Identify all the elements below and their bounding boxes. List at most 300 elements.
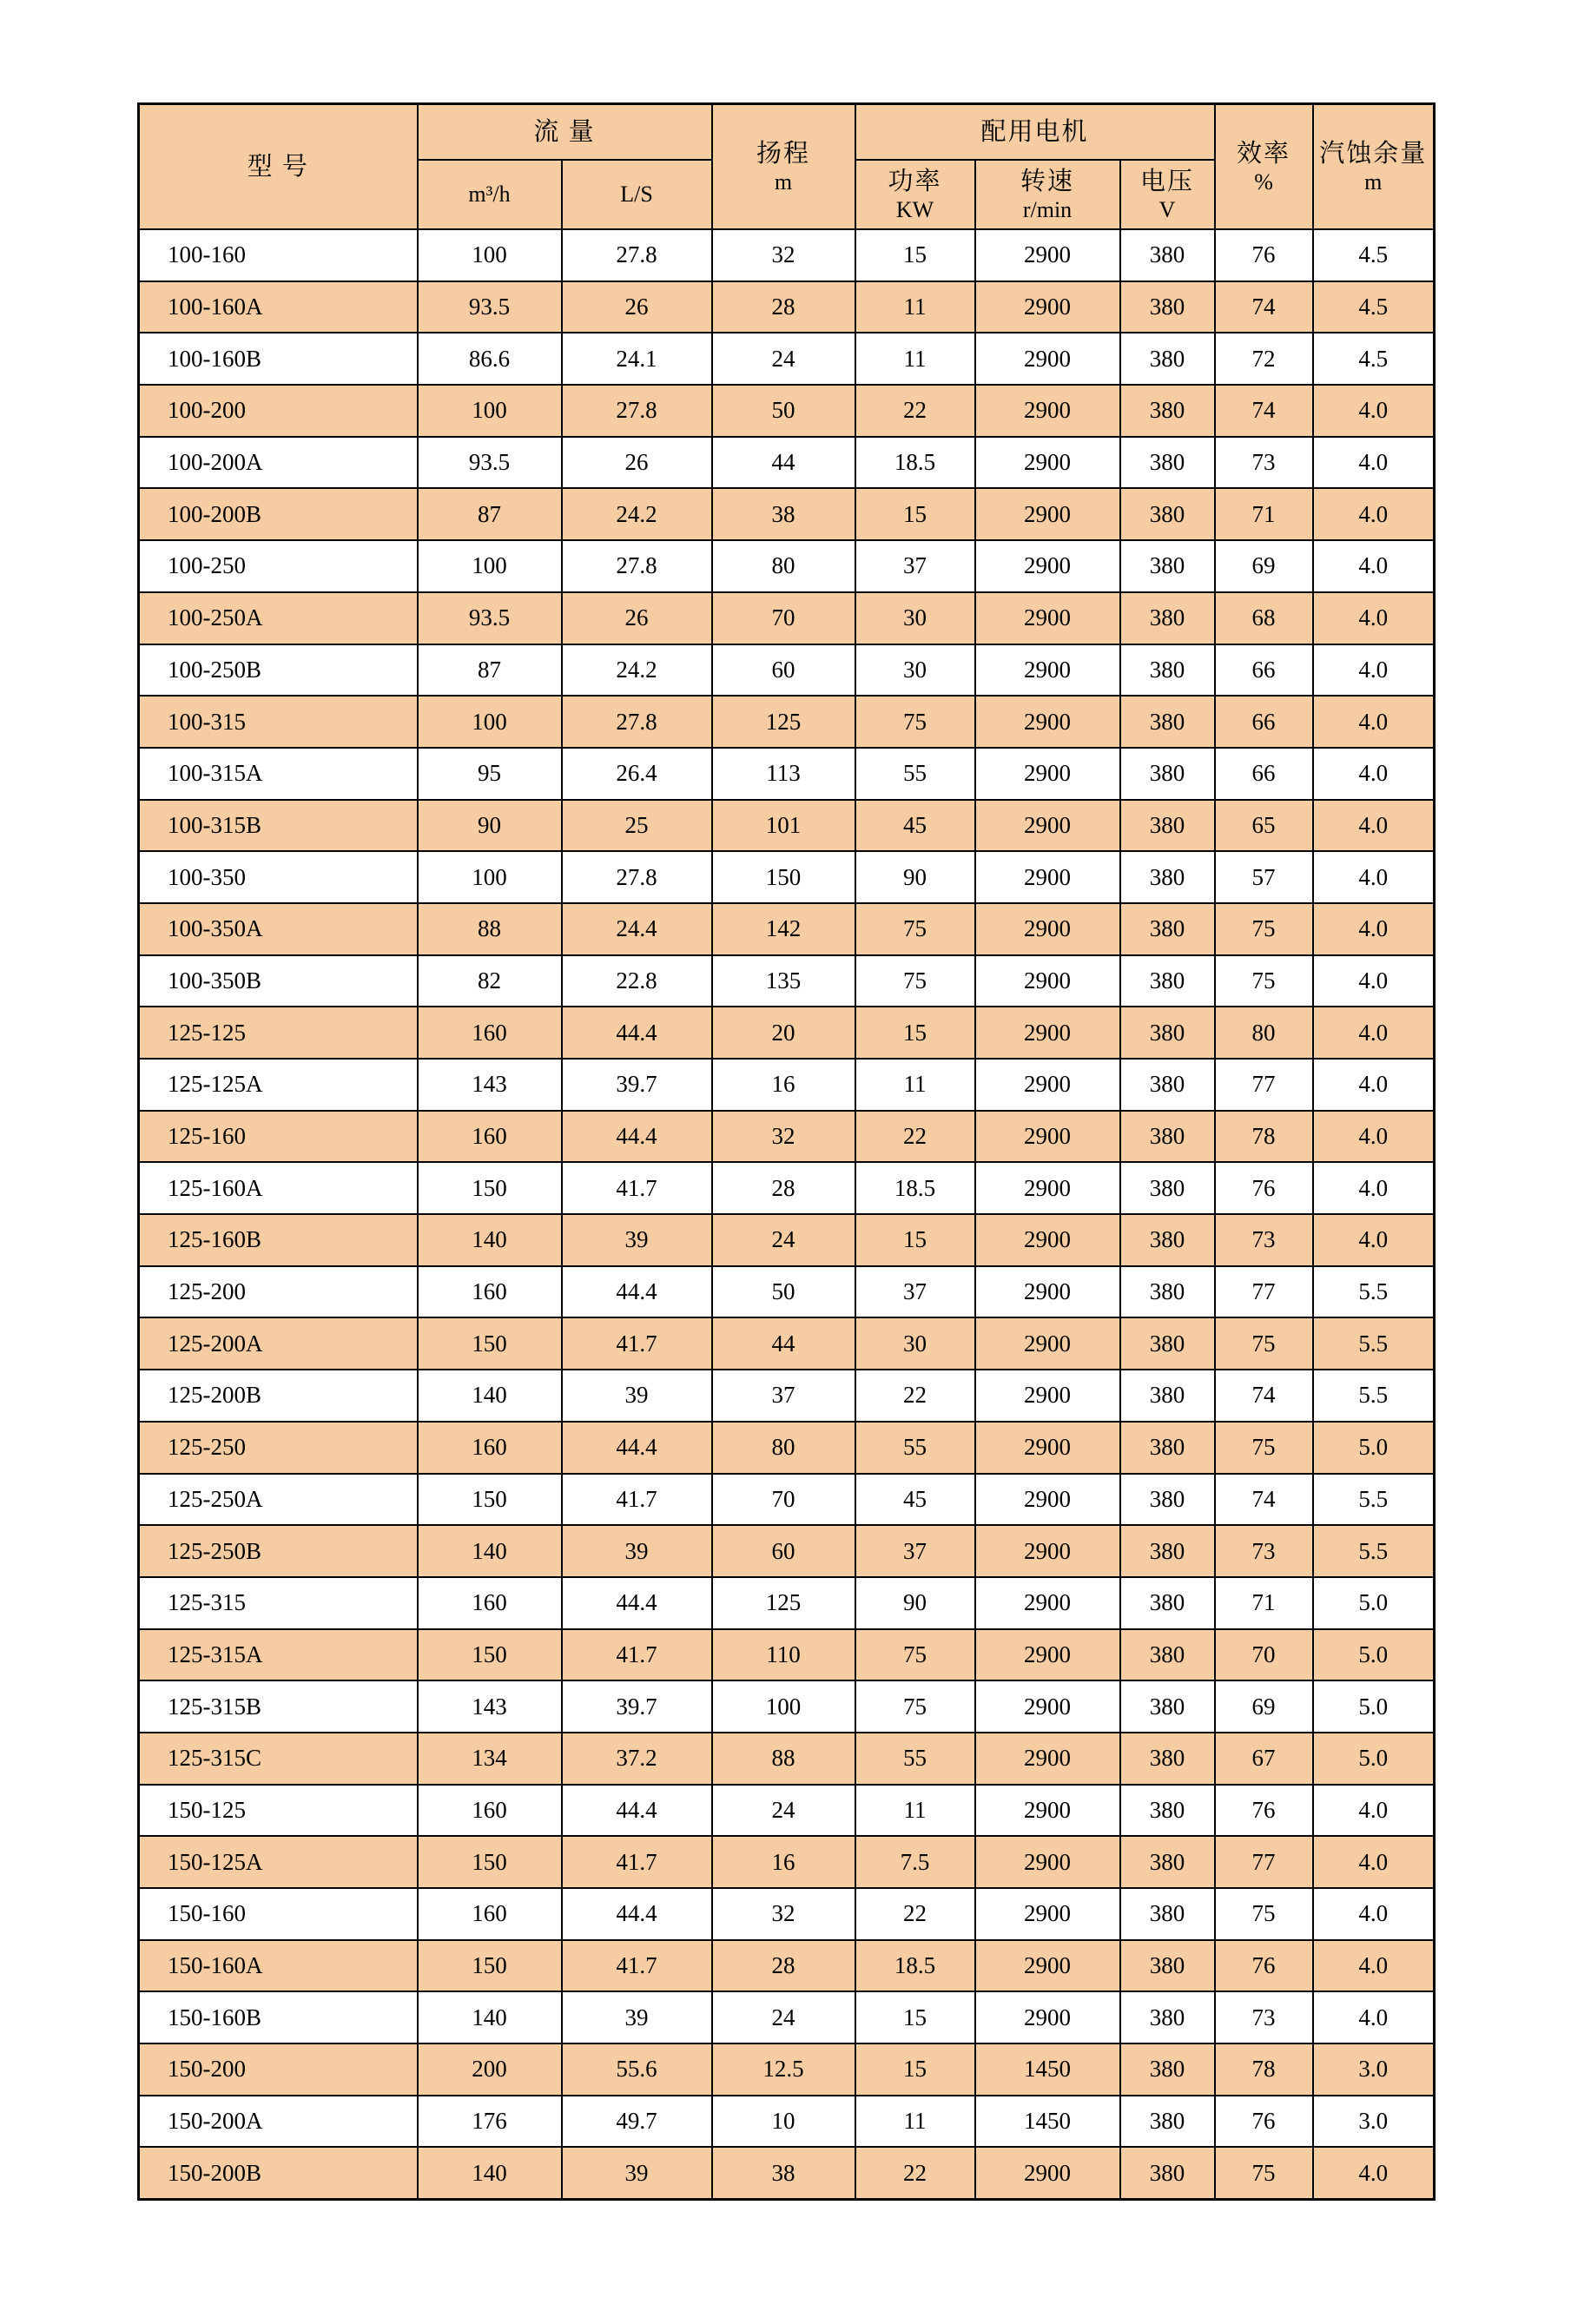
value-cell: 78 bbox=[1215, 1111, 1313, 1163]
value-cell: 75 bbox=[855, 1629, 975, 1681]
value-cell: 160 bbox=[418, 1422, 562, 1474]
table-row bbox=[139, 2147, 1435, 2199]
value-cell: 50 bbox=[712, 385, 855, 437]
table-row bbox=[139, 1370, 1435, 1422]
value-cell: 100 bbox=[418, 696, 562, 748]
model-cell: 125-200A bbox=[139, 1317, 418, 1370]
value-cell: 11 bbox=[855, 2096, 975, 2148]
value-cell: 41.7 bbox=[562, 1940, 712, 1992]
value-cell: 380 bbox=[1120, 229, 1215, 281]
value-cell: 39.7 bbox=[562, 1059, 712, 1111]
value-cell: 39.7 bbox=[562, 1680, 712, 1733]
table-body bbox=[139, 229, 1435, 2199]
value-cell: 2900 bbox=[975, 592, 1120, 644]
value-cell: 5.5 bbox=[1313, 1370, 1435, 1422]
header-power-label: 功率 bbox=[888, 167, 942, 195]
table-row bbox=[139, 1733, 1435, 1785]
table-row bbox=[139, 1991, 1435, 2043]
value-cell: 2900 bbox=[975, 1629, 1120, 1681]
value-cell: 68 bbox=[1215, 592, 1313, 644]
value-cell: 30 bbox=[855, 1317, 975, 1370]
value-cell: 380 bbox=[1120, 437, 1215, 489]
value-cell: 100 bbox=[712, 1680, 855, 1733]
model-cell: 100-160A bbox=[139, 281, 418, 333]
value-cell: 380 bbox=[1120, 955, 1215, 1007]
value-cell: 2900 bbox=[975, 1785, 1120, 1837]
value-cell: 2900 bbox=[975, 955, 1120, 1007]
value-cell: 4.0 bbox=[1313, 385, 1435, 437]
value-cell: 135 bbox=[712, 955, 855, 1007]
value-cell: 4.0 bbox=[1313, 1785, 1435, 1837]
table-row bbox=[139, 1940, 1435, 1992]
value-cell: 2900 bbox=[975, 1422, 1120, 1474]
value-cell: 4.0 bbox=[1313, 2147, 1435, 2199]
value-cell: 380 bbox=[1120, 696, 1215, 748]
value-cell: 71 bbox=[1215, 488, 1313, 540]
value-cell: 2900 bbox=[975, 488, 1120, 540]
model-cell: 150-200 bbox=[139, 2043, 418, 2096]
value-cell: 380 bbox=[1120, 281, 1215, 333]
value-cell: 11 bbox=[855, 1785, 975, 1837]
table-row bbox=[139, 800, 1435, 852]
value-cell: 74 bbox=[1215, 1370, 1313, 1422]
table-row bbox=[139, 644, 1435, 697]
value-cell: 28 bbox=[712, 1162, 855, 1214]
value-cell: 380 bbox=[1120, 1888, 1215, 1940]
value-cell: 5.0 bbox=[1313, 1422, 1435, 1474]
value-cell: 32 bbox=[712, 1888, 855, 1940]
value-cell: 88 bbox=[712, 1733, 855, 1785]
model-cell: 125-125A bbox=[139, 1059, 418, 1111]
header-npsh-unit: m bbox=[1364, 169, 1383, 195]
value-cell: 22 bbox=[855, 2147, 975, 2199]
value-cell: 18.5 bbox=[855, 1162, 975, 1214]
value-cell: 2900 bbox=[975, 1474, 1120, 1526]
value-cell: 77 bbox=[1215, 1059, 1313, 1111]
value-cell: 39 bbox=[562, 1370, 712, 1422]
value-cell: 44.4 bbox=[562, 1888, 712, 1940]
model-cell: 100-250 bbox=[139, 540, 418, 592]
model-cell: 150-125 bbox=[139, 1785, 418, 1837]
value-cell: 66 bbox=[1215, 644, 1313, 697]
header-speed bbox=[975, 160, 1120, 229]
value-cell: 77 bbox=[1215, 1836, 1313, 1888]
header-model-label: 型 号 bbox=[247, 152, 309, 181]
value-cell: 143 bbox=[418, 1680, 562, 1733]
value-cell: 140 bbox=[418, 2147, 562, 2199]
value-cell: 380 bbox=[1120, 2043, 1215, 2096]
value-cell: 4.0 bbox=[1313, 1991, 1435, 2043]
value-cell: 49.7 bbox=[562, 2096, 712, 2148]
header-row-1 bbox=[139, 104, 1435, 161]
value-cell: 380 bbox=[1120, 1836, 1215, 1888]
model-cell: 125-250B bbox=[139, 1525, 418, 1577]
model-cell: 125-315B bbox=[139, 1680, 418, 1733]
value-cell: 72 bbox=[1215, 333, 1313, 385]
value-cell: 75 bbox=[1215, 955, 1313, 1007]
value-cell: 60 bbox=[712, 1525, 855, 1577]
value-cell: 2900 bbox=[975, 281, 1120, 333]
value-cell: 4.0 bbox=[1313, 488, 1435, 540]
header-voltage-unit: V bbox=[1158, 197, 1176, 223]
table-row bbox=[139, 851, 1435, 903]
header-model bbox=[139, 104, 418, 230]
value-cell: 4.0 bbox=[1313, 592, 1435, 644]
value-cell: 2900 bbox=[975, 1111, 1120, 1163]
header-flow-ls bbox=[562, 160, 712, 229]
value-cell: 4.0 bbox=[1313, 903, 1435, 955]
value-cell: 87 bbox=[418, 644, 562, 697]
value-cell: 71 bbox=[1215, 1577, 1313, 1629]
value-cell: 125 bbox=[712, 1577, 855, 1629]
value-cell: 75 bbox=[1215, 1888, 1313, 1940]
value-cell: 73 bbox=[1215, 1214, 1313, 1266]
table-row bbox=[139, 696, 1435, 748]
value-cell: 2900 bbox=[975, 1577, 1120, 1629]
value-cell: 380 bbox=[1120, 1007, 1215, 1059]
value-cell: 4.0 bbox=[1313, 1940, 1435, 1992]
value-cell: 75 bbox=[1215, 903, 1313, 955]
value-cell: 110 bbox=[712, 1629, 855, 1681]
value-cell: 20 bbox=[712, 1007, 855, 1059]
value-cell: 38 bbox=[712, 2147, 855, 2199]
value-cell: 44.4 bbox=[562, 1785, 712, 1837]
value-cell: 75 bbox=[855, 903, 975, 955]
value-cell: 150 bbox=[418, 1474, 562, 1526]
value-cell: 3.0 bbox=[1313, 2043, 1435, 2096]
value-cell: 4.0 bbox=[1313, 1007, 1435, 1059]
value-cell: 55 bbox=[855, 748, 975, 800]
value-cell: 380 bbox=[1120, 1991, 1215, 2043]
value-cell: 2900 bbox=[975, 1991, 1120, 2043]
pump-spec-table bbox=[137, 102, 1436, 2201]
value-cell: 39 bbox=[562, 1214, 712, 1266]
value-cell: 38 bbox=[712, 488, 855, 540]
value-cell: 2900 bbox=[975, 1680, 1120, 1733]
header-power bbox=[855, 160, 975, 229]
value-cell: 160 bbox=[418, 1888, 562, 1940]
value-cell: 150 bbox=[418, 1940, 562, 1992]
model-cell: 100-315B bbox=[139, 800, 418, 852]
value-cell: 2900 bbox=[975, 385, 1120, 437]
value-cell: 93.5 bbox=[418, 592, 562, 644]
table-row bbox=[139, 748, 1435, 800]
value-cell: 380 bbox=[1120, 1577, 1215, 1629]
table-row bbox=[139, 1836, 1435, 1888]
value-cell: 66 bbox=[1215, 696, 1313, 748]
value-cell: 41.7 bbox=[562, 1629, 712, 1681]
value-cell: 176 bbox=[418, 2096, 562, 2148]
model-cell: 100-160 bbox=[139, 229, 418, 281]
value-cell: 27.8 bbox=[562, 385, 712, 437]
table-row bbox=[139, 1214, 1435, 1266]
table-row bbox=[139, 1525, 1435, 1577]
value-cell: 37 bbox=[855, 540, 975, 592]
value-cell: 41.7 bbox=[562, 1836, 712, 1888]
value-cell: 73 bbox=[1215, 437, 1313, 489]
value-cell: 143 bbox=[418, 1059, 562, 1111]
value-cell: 86.6 bbox=[418, 333, 562, 385]
value-cell: 15 bbox=[855, 1214, 975, 1266]
model-cell: 100-315A bbox=[139, 748, 418, 800]
value-cell: 2900 bbox=[975, 851, 1120, 903]
value-cell: 76 bbox=[1215, 229, 1313, 281]
table-header bbox=[139, 104, 1435, 230]
header-efficiency-label: 效率 bbox=[1237, 139, 1291, 168]
table-row bbox=[139, 333, 1435, 385]
model-cell: 100-250B bbox=[139, 644, 418, 697]
value-cell: 80 bbox=[1215, 1007, 1313, 1059]
value-cell: 380 bbox=[1120, 2096, 1215, 2148]
value-cell: 55.6 bbox=[562, 2043, 712, 2096]
header-flow bbox=[418, 104, 712, 161]
value-cell: 15 bbox=[855, 1007, 975, 1059]
value-cell: 76 bbox=[1215, 1940, 1313, 1992]
value-cell: 90 bbox=[418, 800, 562, 852]
header-motor bbox=[855, 104, 1215, 161]
header-efficiency bbox=[1215, 104, 1313, 230]
value-cell: 380 bbox=[1120, 592, 1215, 644]
value-cell: 15 bbox=[855, 229, 975, 281]
header-motor-label: 配用电机 bbox=[980, 117, 1089, 146]
value-cell: 380 bbox=[1120, 1525, 1215, 1577]
value-cell: 73 bbox=[1215, 1525, 1313, 1577]
value-cell: 75 bbox=[855, 1680, 975, 1733]
value-cell: 2900 bbox=[975, 333, 1120, 385]
value-cell: 380 bbox=[1120, 1680, 1215, 1733]
value-cell: 55 bbox=[855, 1422, 975, 1474]
value-cell: 380 bbox=[1120, 1940, 1215, 1992]
value-cell: 18.5 bbox=[855, 1940, 975, 1992]
value-cell: 4.0 bbox=[1313, 696, 1435, 748]
value-cell: 26 bbox=[562, 281, 712, 333]
model-cell: 125-315C bbox=[139, 1733, 418, 1785]
value-cell: 4.5 bbox=[1313, 281, 1435, 333]
value-cell: 380 bbox=[1120, 1370, 1215, 1422]
header-power-unit: KW bbox=[895, 197, 934, 223]
value-cell: 160 bbox=[418, 1111, 562, 1163]
value-cell: 4.0 bbox=[1313, 1214, 1435, 1266]
value-cell: 380 bbox=[1120, 800, 1215, 852]
value-cell: 380 bbox=[1120, 1422, 1215, 1474]
value-cell: 380 bbox=[1120, 748, 1215, 800]
value-cell: 160 bbox=[418, 1266, 562, 1318]
model-cell: 125-200B bbox=[139, 1370, 418, 1422]
table-row bbox=[139, 437, 1435, 489]
value-cell: 140 bbox=[418, 1370, 562, 1422]
table-row bbox=[139, 281, 1435, 333]
value-cell: 4.0 bbox=[1313, 1836, 1435, 1888]
value-cell: 95 bbox=[418, 748, 562, 800]
value-cell: 7.5 bbox=[855, 1836, 975, 1888]
value-cell: 28 bbox=[712, 281, 855, 333]
value-cell: 65 bbox=[1215, 800, 1313, 852]
value-cell: 30 bbox=[855, 644, 975, 697]
table-row bbox=[139, 1007, 1435, 1059]
value-cell: 75 bbox=[1215, 2147, 1313, 2199]
value-cell: 380 bbox=[1120, 1733, 1215, 1785]
value-cell: 4.5 bbox=[1313, 229, 1435, 281]
header-flow-m3h bbox=[418, 160, 562, 229]
value-cell: 2900 bbox=[975, 1836, 1120, 1888]
value-cell: 3.0 bbox=[1313, 2096, 1435, 2148]
value-cell: 44 bbox=[712, 1317, 855, 1370]
value-cell: 69 bbox=[1215, 540, 1313, 592]
value-cell: 5.0 bbox=[1313, 1577, 1435, 1629]
value-cell: 27.8 bbox=[562, 696, 712, 748]
value-cell: 2900 bbox=[975, 1733, 1120, 1785]
value-cell: 101 bbox=[712, 800, 855, 852]
table-row bbox=[139, 1266, 1435, 1318]
value-cell: 11 bbox=[855, 281, 975, 333]
value-cell: 41.7 bbox=[562, 1474, 712, 1526]
value-cell: 27.8 bbox=[562, 540, 712, 592]
value-cell: 2900 bbox=[975, 540, 1120, 592]
value-cell: 70 bbox=[712, 1474, 855, 1526]
value-cell: 380 bbox=[1120, 1214, 1215, 1266]
value-cell: 32 bbox=[712, 229, 855, 281]
value-cell: 75 bbox=[1215, 1422, 1313, 1474]
value-cell: 100 bbox=[418, 540, 562, 592]
value-cell: 39 bbox=[562, 1525, 712, 1577]
value-cell: 24.2 bbox=[562, 488, 712, 540]
value-cell: 15 bbox=[855, 2043, 975, 2096]
value-cell: 140 bbox=[418, 1991, 562, 2043]
model-cell: 150-200A bbox=[139, 2096, 418, 2148]
value-cell: 24 bbox=[712, 1785, 855, 1837]
value-cell: 74 bbox=[1215, 281, 1313, 333]
value-cell: 160 bbox=[418, 1785, 562, 1837]
value-cell: 4.0 bbox=[1313, 1059, 1435, 1111]
value-cell: 26 bbox=[562, 437, 712, 489]
value-cell: 73 bbox=[1215, 1991, 1313, 2043]
header-voltage bbox=[1120, 160, 1215, 229]
value-cell: 5.5 bbox=[1313, 1525, 1435, 1577]
value-cell: 44.4 bbox=[562, 1577, 712, 1629]
value-cell: 69 bbox=[1215, 1680, 1313, 1733]
value-cell: 2900 bbox=[975, 1370, 1120, 1422]
table-row bbox=[139, 488, 1435, 540]
value-cell: 22 bbox=[855, 1370, 975, 1422]
value-cell: 24.4 bbox=[562, 903, 712, 955]
model-cell: 150-125A bbox=[139, 1836, 418, 1888]
value-cell: 39 bbox=[562, 1991, 712, 2043]
value-cell: 5.0 bbox=[1313, 1629, 1435, 1681]
value-cell: 380 bbox=[1120, 1474, 1215, 1526]
value-cell: 30 bbox=[855, 592, 975, 644]
value-cell: 60 bbox=[712, 644, 855, 697]
value-cell: 380 bbox=[1120, 385, 1215, 437]
value-cell: 100 bbox=[418, 229, 562, 281]
header-speed-unit: r/min bbox=[1022, 197, 1073, 223]
value-cell: 50 bbox=[712, 1266, 855, 1318]
value-cell: 15 bbox=[855, 488, 975, 540]
value-cell: 4.5 bbox=[1313, 333, 1435, 385]
value-cell: 5.0 bbox=[1313, 1733, 1435, 1785]
value-cell: 5.0 bbox=[1313, 1680, 1435, 1733]
value-cell: 77 bbox=[1215, 1266, 1313, 1318]
model-cell: 150-200B bbox=[139, 2147, 418, 2199]
value-cell: 75 bbox=[855, 696, 975, 748]
table-row bbox=[139, 1680, 1435, 1733]
value-cell: 4.0 bbox=[1313, 851, 1435, 903]
table-row bbox=[139, 1629, 1435, 1681]
value-cell: 80 bbox=[712, 540, 855, 592]
value-cell: 45 bbox=[855, 1474, 975, 1526]
value-cell: 5.5 bbox=[1313, 1474, 1435, 1526]
value-cell: 2900 bbox=[975, 1525, 1120, 1577]
model-cell: 125-160A bbox=[139, 1162, 418, 1214]
value-cell: 2900 bbox=[975, 1162, 1120, 1214]
value-cell: 2900 bbox=[975, 800, 1120, 852]
value-cell: 100 bbox=[418, 851, 562, 903]
value-cell: 380 bbox=[1120, 851, 1215, 903]
value-cell: 82 bbox=[418, 955, 562, 1007]
header-head bbox=[712, 104, 855, 230]
model-cell: 100-315 bbox=[139, 696, 418, 748]
value-cell: 11 bbox=[855, 333, 975, 385]
table-row bbox=[139, 229, 1435, 281]
value-cell: 16 bbox=[712, 1059, 855, 1111]
table-row bbox=[139, 592, 1435, 644]
value-cell: 39 bbox=[562, 2147, 712, 2199]
value-cell: 74 bbox=[1215, 1474, 1313, 1526]
value-cell: 41.7 bbox=[562, 1162, 712, 1214]
value-cell: 24 bbox=[712, 1991, 855, 2043]
model-cell: 150-160B bbox=[139, 1991, 418, 2043]
value-cell: 4.0 bbox=[1313, 1111, 1435, 1163]
model-cell: 100-200 bbox=[139, 385, 418, 437]
value-cell: 1450 bbox=[975, 2043, 1120, 2096]
value-cell: 4.0 bbox=[1313, 644, 1435, 697]
value-cell: 70 bbox=[712, 592, 855, 644]
model-cell: 125-160B bbox=[139, 1214, 418, 1266]
table-row bbox=[139, 1317, 1435, 1370]
value-cell: 24 bbox=[712, 1214, 855, 1266]
value-cell: 380 bbox=[1120, 1059, 1215, 1111]
value-cell: 2900 bbox=[975, 1007, 1120, 1059]
model-cell: 125-160 bbox=[139, 1111, 418, 1163]
value-cell: 87 bbox=[418, 488, 562, 540]
model-cell: 100-200B bbox=[139, 488, 418, 540]
value-cell: 150 bbox=[418, 1317, 562, 1370]
value-cell: 4.0 bbox=[1313, 1888, 1435, 1940]
value-cell: 74 bbox=[1215, 385, 1313, 437]
value-cell: 70 bbox=[1215, 1629, 1313, 1681]
table-row bbox=[139, 540, 1435, 592]
model-cell: 100-160B bbox=[139, 333, 418, 385]
value-cell: 27.8 bbox=[562, 229, 712, 281]
value-cell: 27.8 bbox=[562, 851, 712, 903]
model-cell: 100-200A bbox=[139, 437, 418, 489]
table-row bbox=[139, 1785, 1435, 1837]
value-cell: 380 bbox=[1120, 1266, 1215, 1318]
value-cell: 380 bbox=[1120, 1162, 1215, 1214]
table-row bbox=[139, 1422, 1435, 1474]
value-cell: 44.4 bbox=[562, 1266, 712, 1318]
header-speed-label: 转速 bbox=[1020, 167, 1075, 195]
value-cell: 24.2 bbox=[562, 644, 712, 697]
value-cell: 380 bbox=[1120, 1111, 1215, 1163]
value-cell: 45 bbox=[855, 800, 975, 852]
value-cell: 93.5 bbox=[418, 281, 562, 333]
model-cell: 125-250A bbox=[139, 1474, 418, 1526]
header-head-label: 扬程 bbox=[756, 139, 811, 168]
model-cell: 125-200 bbox=[139, 1266, 418, 1318]
value-cell: 4.0 bbox=[1313, 540, 1435, 592]
value-cell: 18.5 bbox=[855, 437, 975, 489]
table-row bbox=[139, 385, 1435, 437]
